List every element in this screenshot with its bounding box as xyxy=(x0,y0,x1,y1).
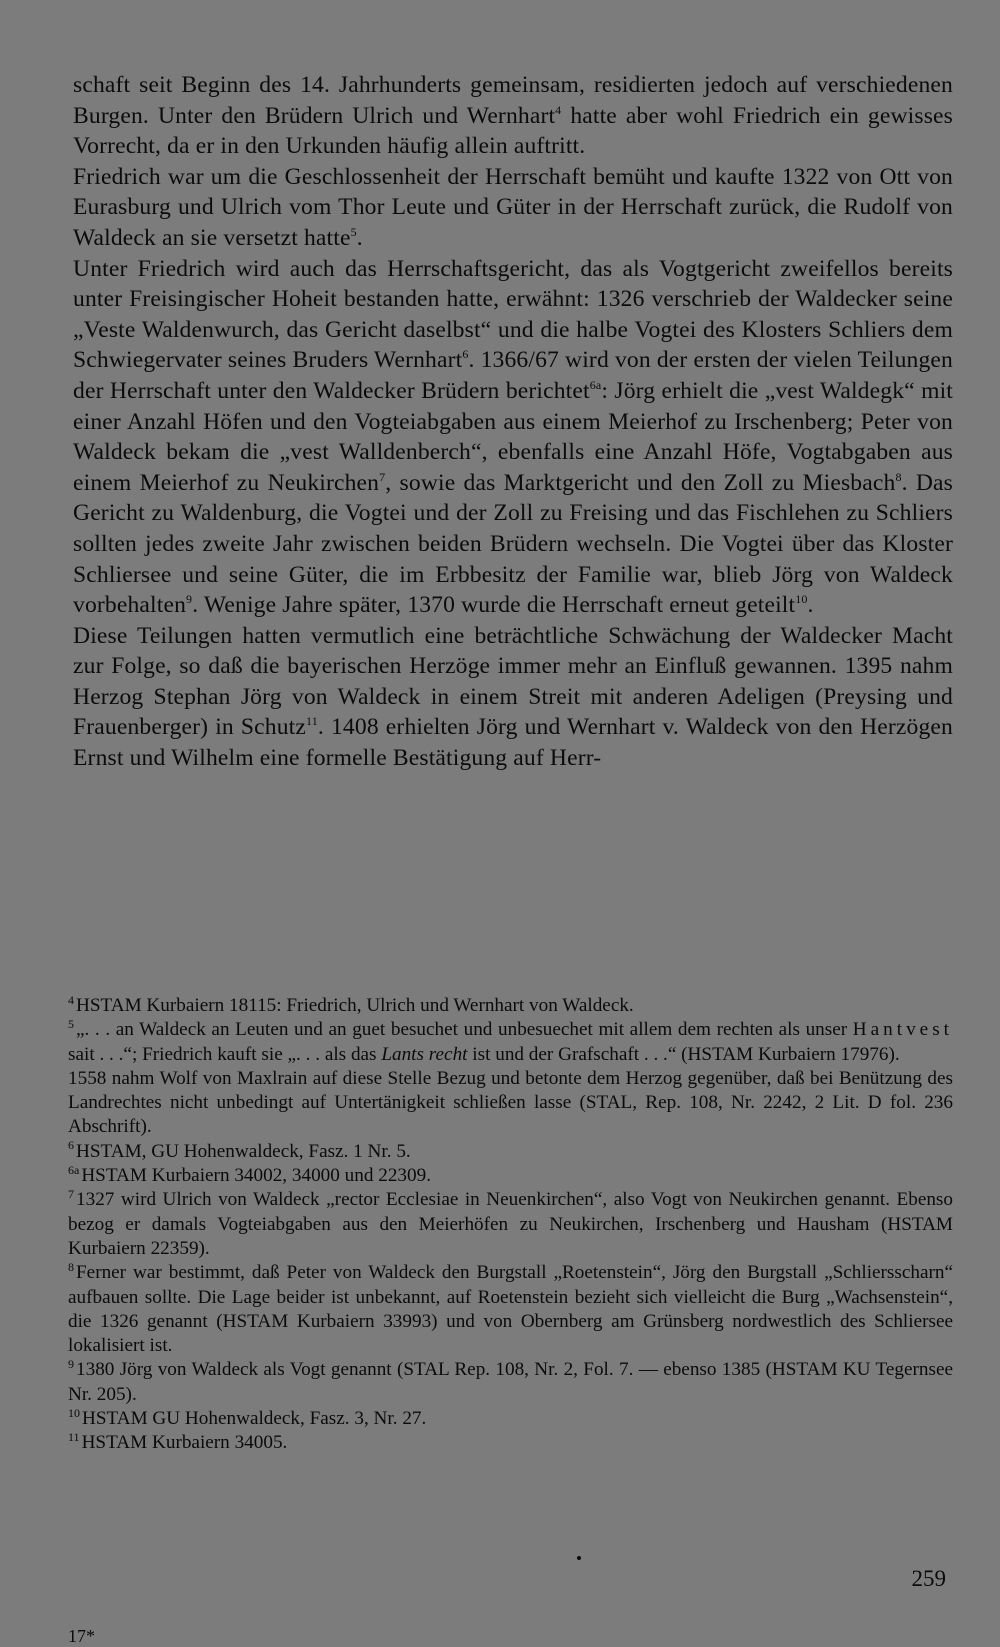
footnote-6 xyxy=(68,1140,953,1164)
signature-mark: 17* xyxy=(68,1626,95,1646)
footnote-mark: 6 xyxy=(68,1138,74,1153)
footnote-text: 1327 wird Ulrich von Waldeck „rector Ecclesiae in Neuenkirchen“, also Vogt von Neukirchen genannt. Ebenso bezog er damals Vogteiabgaben aus den Meierhöfen zu Neukirchen, Irschenberg und Hausham (HSTAM Kurbaiern 22359). xyxy=(68,1189,953,1259)
footnote-text: ist und der Grafschaft . . .“ (HSTAM Kurbaiern 17976). xyxy=(472,1043,900,1065)
paragraph: Friedrich war um die Geschlossenheit der Herrschaft bemüht und kaufte 1322 von Ott von Eurasburg und Ulrich vom Thor Leute und Güter in der Herrschaft zurück, die Rudolf von Waldeck an sie versetzt hatte$^5$. xyxy=(73,163,953,251)
footnote-mark: 10 xyxy=(68,1405,80,1420)
footnote-9 xyxy=(68,1358,953,1407)
footnote-ref: 6a xyxy=(589,378,602,393)
scan-speck xyxy=(577,1556,581,1560)
paragraph: Unter Friedrich wird auch das Herrschaftsgericht, das als Vogtgericht zweifellos bereits unter Freisingischer Hoheit bestanden hatte, erwähnt: 1326 verschrieb der Waldecker seine „Veste Waldenwurch, das Gericht daselbst“ und die halbe Vogtei des Klosters Schliers dem Schwiegervater seines Bruders Wernhart$^6$. 1366/67 wird von der ersten der vielen Teilungen der Herrschaft unter den Waldecker Brüdern berichtet$^{6a}$: Jörg erhielt die „vest Waldegk“ mit einer Anzahl Höfen und den Vogteiabgaben aus einem Meierhof zu Irschenberg; Peter von Waldeck bekam die „vest Walldenberch“, ebenfalls eine Anzahl Höfe, Vogtabgaben aus einem Meierhof zu Neukirchen$^7$, sowie das Marktgericht und den Zoll zu Miesbach$^8$. Das Gericht zu Waldenburg, die Vogtei und der Zoll zu Freising und das Fischlehen zu Schliers sollten jedes zweite Jahr zwischen beiden Brüdern wechseln. Die Vogtei über das Kloster Schliersee und seine Güter, die im Erbbesitz der Familie war, blieb Jörg von Waldeck vorbehalten$^9$. Wenige Jahre später, 1370 wurde die Herrschaft erneut geteilt$^{10}$. xyxy=(73,255,954,619)
footnote-11 xyxy=(68,1431,953,1455)
main-text xyxy=(73,70,953,774)
footnote-ref: 5 xyxy=(350,225,357,240)
footnote-ref: 8 xyxy=(895,469,902,484)
footnote-text: HSTAM Kurbaiern 34002, 34000 und 22309. xyxy=(81,1165,432,1187)
page-number: 259 xyxy=(911,1566,946,1591)
footnotes xyxy=(68,994,953,1456)
text-run: , sowie das Marktgericht und den Zoll zu Miesbach xyxy=(385,469,896,496)
text-run: : Jörg erhielt die „vest Waldegk“ mit einer Anzahl Höfen und den Vogteiabgaben aus einem Meierhof zu Irschenberg; Peter von Waldeck bekam die „vest Walldenberch“, ebenfalls eine Anzahl Höfe, Vogtabgaben aus einem Meierhof zu Neukirchen xyxy=(73,377,953,496)
footnote-5 xyxy=(68,1018,953,1067)
footnote-spaced-word: Hantvest xyxy=(852,1019,953,1041)
footnote-text: sait . . .“; Friedrich kauft sie „. . . als das xyxy=(68,1043,377,1065)
text-run: . Wenige Jahre später, 1370 wurde die Herrschaft erneut geteilt xyxy=(192,592,796,619)
footnote-ref: 7 xyxy=(379,469,386,484)
text-run: . 1408 erhielten Jörg und Wernhart v. Waldeck von den Herzögen Ernst und Wilhelm eine formelle Bestätigung auf Herr- xyxy=(73,714,953,772)
footnote-text: „. . . an Waldeck an Leuten und an guet besuchet und unbesuechet mit allem dem rechten als unser xyxy=(76,1019,848,1041)
text-run: Friedrich war um die Geschlossenheit der Herrschaft bemüht und kaufte 1322 von Ott von Eurasburg und Ulrich vom Thor Leute und Güter in der Herrschaft zurück, die Rudolf von Waldeck an sie versetzt hatte xyxy=(73,163,953,251)
text-run: . 1366/67 wird von der ersten der vielen Teilungen der Herrschaft unter den Waldecker Brüdern berichtet xyxy=(73,347,954,404)
paragraph xyxy=(73,621,953,774)
footnote-mark: 7 xyxy=(68,1186,74,1201)
footnote-6a xyxy=(68,1164,953,1188)
footnote-5-continued: 1558 nahm Wolf von Maxlrain auf diese Stelle Bezug und betonte dem Herzog gegenüber, daß bei Benützung des Landrechtes nicht unbedingt auf Untertänigkeit schließen lasse (STAL, Rep. 108, Nr. 2242, 2 Lit. D fol. 236 Abschrift). xyxy=(68,1067,953,1138)
footnote-text: HSTAM Kurbaiern 34005. xyxy=(81,1432,288,1454)
paragraph xyxy=(73,70,953,162)
footnote-italic: Lants recht xyxy=(381,1043,468,1065)
footnote-text: Ferner war bestimmt, daß Peter von Waldeck den Burgstall „Roetenstein“, Jörg den Burgstall „Schliersscharn“ aufbauen sollte. Die Lage beider ist unbekannt, auf Roetenstein bezieht sich vielleicht die Burg „Wachsenstein“, die 1326 genannt (HSTAM Kurbaiern 33993) und von Obernberg am Grünsberg nordwestlich des Schliersee lokalisiert ist. xyxy=(68,1262,953,1357)
footnote-mark: 11 xyxy=(68,1429,80,1444)
footnote-text: HSTAM, GU Hohenwaldeck, Fasz. 1 Nr. 5. xyxy=(76,1140,411,1162)
footnote-mark: 9 xyxy=(68,1357,74,1372)
text-run: schaft seit Beginn des 14. Jahrhunderts gemeinsam, residierten jedoch auf verschiedenen Burgen. Unter den Brüdern Ulrich und Wernhart xyxy=(73,72,953,129)
footnote-4 xyxy=(68,994,953,1018)
footnote-ref: 9 xyxy=(186,592,193,607)
text-run: Diese Teilungen hatten vermutlich eine beträchtliche Schwächung der Waldecker Macht zur Folge, so daß die bayerischen Herzöge immer mehr an Einfluß gewannen. 1395 nahm Herzog Stephan Jörg von Waldeck in einem Streit mit anderen Adeligen (Preysing und Frauenberger) in Schutz xyxy=(73,622,953,741)
footnote-ref: 11 xyxy=(306,714,318,729)
footnote-7 xyxy=(68,1188,953,1261)
footnote-ref: 4 xyxy=(555,102,562,117)
footnote-text: 1380 Jörg von Waldeck als Vogt genannt (STAL Rep. 108, Nr. 2, Fol. 7. — ebenso 1385 (HSTAM KU Tegernsee Nr. 205). xyxy=(68,1359,953,1405)
footnote-mark: 6a xyxy=(68,1162,80,1177)
text-run: . Das Gericht zu Waldenburg, die Vogtei und der Zoll zu Freising und das Fischlehen zu Schliers sollten jedes zweite Jahr zwischen beiden Brüdern wechseln. Die Vogtei über das Kloster Schliersee und seine Güter, die im Erbbesitz der Familie war, blieb Jörg von Waldeck vorbehalten xyxy=(73,469,953,619)
footnote-text: HSTAM GU Hohenwaldeck, Fasz. 3, Nr. 27. xyxy=(82,1408,427,1430)
footnote-text: HSTAM Kurbaiern 18115: Friedrich, Ulrich und Wernhart von Waldeck. xyxy=(76,995,634,1016)
footnote-mark: 5 xyxy=(68,1016,74,1031)
footnote-ref: 6 xyxy=(462,347,469,362)
footnote-mark: 4 xyxy=(68,992,74,1007)
footnote-8 xyxy=(68,1261,953,1358)
footnote-ref: 10 xyxy=(795,592,808,607)
footnote-10 xyxy=(68,1407,953,1431)
text-run: hatte aber wohl Friedrich ein gewisses Vorrecht, da er in den Urkunden häufig allein auftritt. xyxy=(73,102,953,160)
footnote-mark: 8 xyxy=(68,1259,74,1274)
text-run: Unter Friedrich wird auch das Herrschaftsgericht, das als Vogtgericht zweifellos bereits unter Freisingischer Hoheit bestanden hatte, erwähnt: 1326 verschrieb der Waldecker seine „Veste Waldenwurch, das Gericht daselbst“ und die halbe Vogtei des Klosters Schliers dem Schwiegervater seines Bruders Wernhart xyxy=(73,255,953,374)
